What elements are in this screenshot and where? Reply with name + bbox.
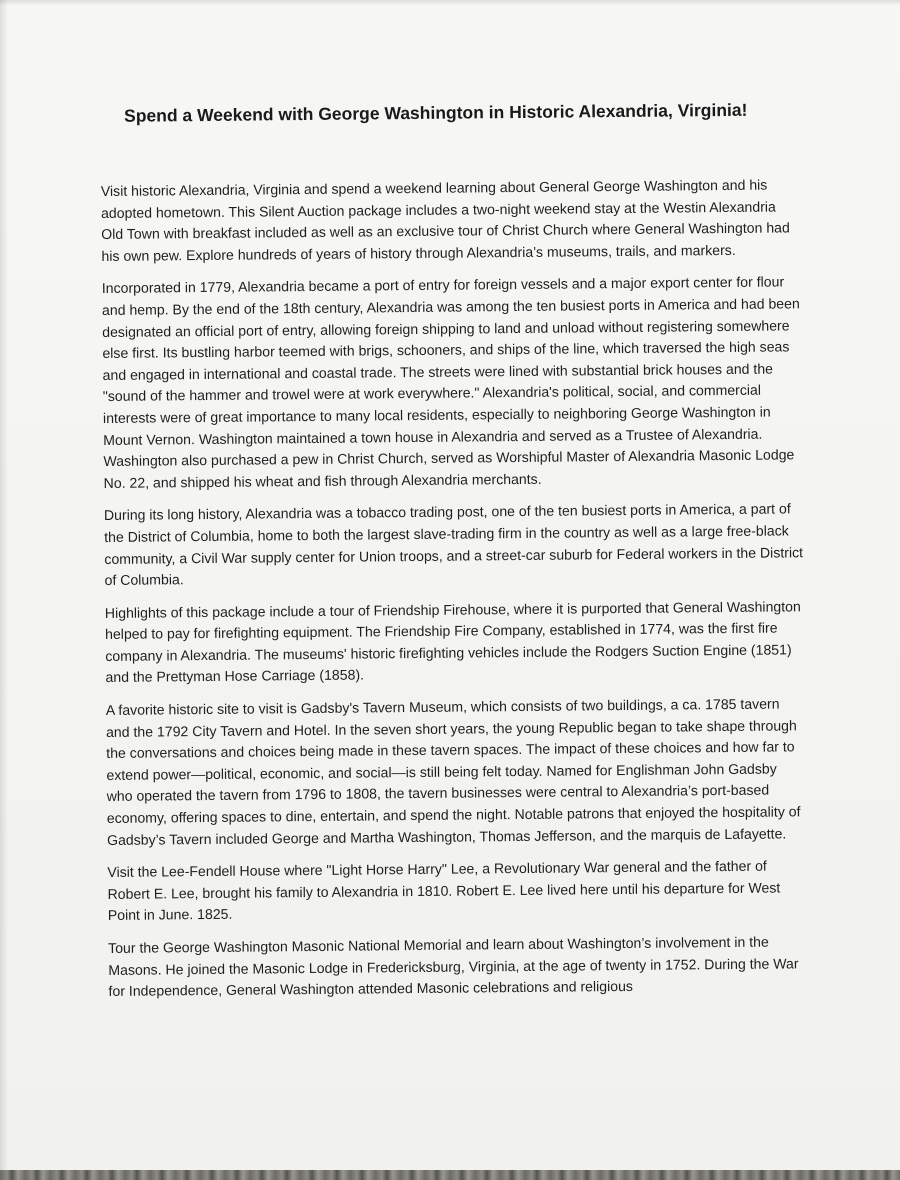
page-top-shadow (0, 0, 900, 6)
scanned-bottom-edge (0, 1170, 900, 1180)
paragraph-intro: Visit historic Alexandria, Virginia and spend a weekend learning about General George Washington and his adopted hometown. This Silent Auction package includes a two-night weekend stay at the Westin Alexandria Old Town with breakfast included as well as an exclusive tour of Christ Church where General Washington had his own pew. Explore hundreds of years of history through Alexandria’s museums, trails, and markers. (100, 176, 790, 264)
document-body (101, 174, 809, 1002)
paragraph-gadsbys-tavern: A favorite historic site to visit is Gadsby's Tavern Museum, which consists of two buildings, a ca. 1785 tavern and the 1792 City Tavern and Hotel. In the seven short years, the young Republic began to take shape through the conversations and choices being made in these tavern spaces. The impact of these choices and how far to extend power—political, economic, and social—is still being felt today. Named for Englishman John Gadsby who operated the tavern from 1796 to 1808, the tavern businesses were central to Alexandria’s port-based economy, offering spaces to dine, entertain, and spend the night. Notable patrons that enjoyed the hospitality of Gadsby’s Tavern included George and Martha Washington, Thomas Jefferson, and the marquis de Lafayette. (105, 695, 801, 848)
page-left-shadow (0, 0, 8, 1172)
paragraph-friendship-firehouse: Highlights of this package include a tour of Friendship Firehouse, where it is purported that General Washington helped to pay for firefighting equipment. The Friendship Fire Company, established in 1774, was the first fire company in Alexandria. The museums' historic firefighting vehicles include the Rodgers Suction Engine (1851) and the Prettyman Hose Carriage (1858). (104, 597, 801, 686)
paragraph-lee-fendell-house: Visit the Lee-Fendell House where "Light Horse Harry" Lee, a Revolutionary War general and the father of Robert E. Lee, brought his family to Alexandria in 1810. Robert E. Lee lived here until his departure for West Point in June. 1825. (107, 857, 781, 924)
paragraph-masonic-memorial: Tour the George Washington Masonic National Memorial and learn about Washington’s involvement in the Masons. He joined the Masonic Lodge in Fredericksburg, Virginia, at the age of twenty in 1752. During the War for Independence, General Washington attended Masonic celebrations and religious (108, 933, 799, 1000)
document-title: Spend a Weekend with George Washington in Historic Alexandria, Virginia! (124, 99, 748, 126)
paragraph-history: Incorporated in 1779, Alexandria became a port of entry for foreign vessels and a major export center for flour and hemp. By the end of the 18th century, Alexandria was among the ten busiest ports in America and had been designated an official port of entry, allowing foreign shipping to land and unload without registering somewhere else first. Its bustling harbor teemed with brigs, schooners, and ships of the line, which traversed the high seas and engaged in international and coastal trade. The streets were lined with substantial brick houses and the "sound of the hammer and trowel were at work everywhere." Alexandria's political, social, and commercial interests were of great importance to many local residents, especially to neighboring George Washington in Mount Vernon. Washington maintained a town house in Alexandria and served as a Trustee of Alexandria. Washington also purchased a pew in Christ Church, served as Worshipful Master of Alexandria Masonic Lodge No. 22, and shipped his wheat and fish through Alexandria merchants. (101, 273, 800, 491)
document-content (100, 97, 809, 1013)
paragraph-long-history: During its long history, Alexandria was a tobacco trading post, one of the ten busiest ports in America, a part of the District of Columbia, home to both the largest slave-trading firm in the country as well as a large free-black community, a Civil War supply center for Union troops, and a street-car suburb for Federal workers in the District of Columbia. (103, 500, 804, 589)
